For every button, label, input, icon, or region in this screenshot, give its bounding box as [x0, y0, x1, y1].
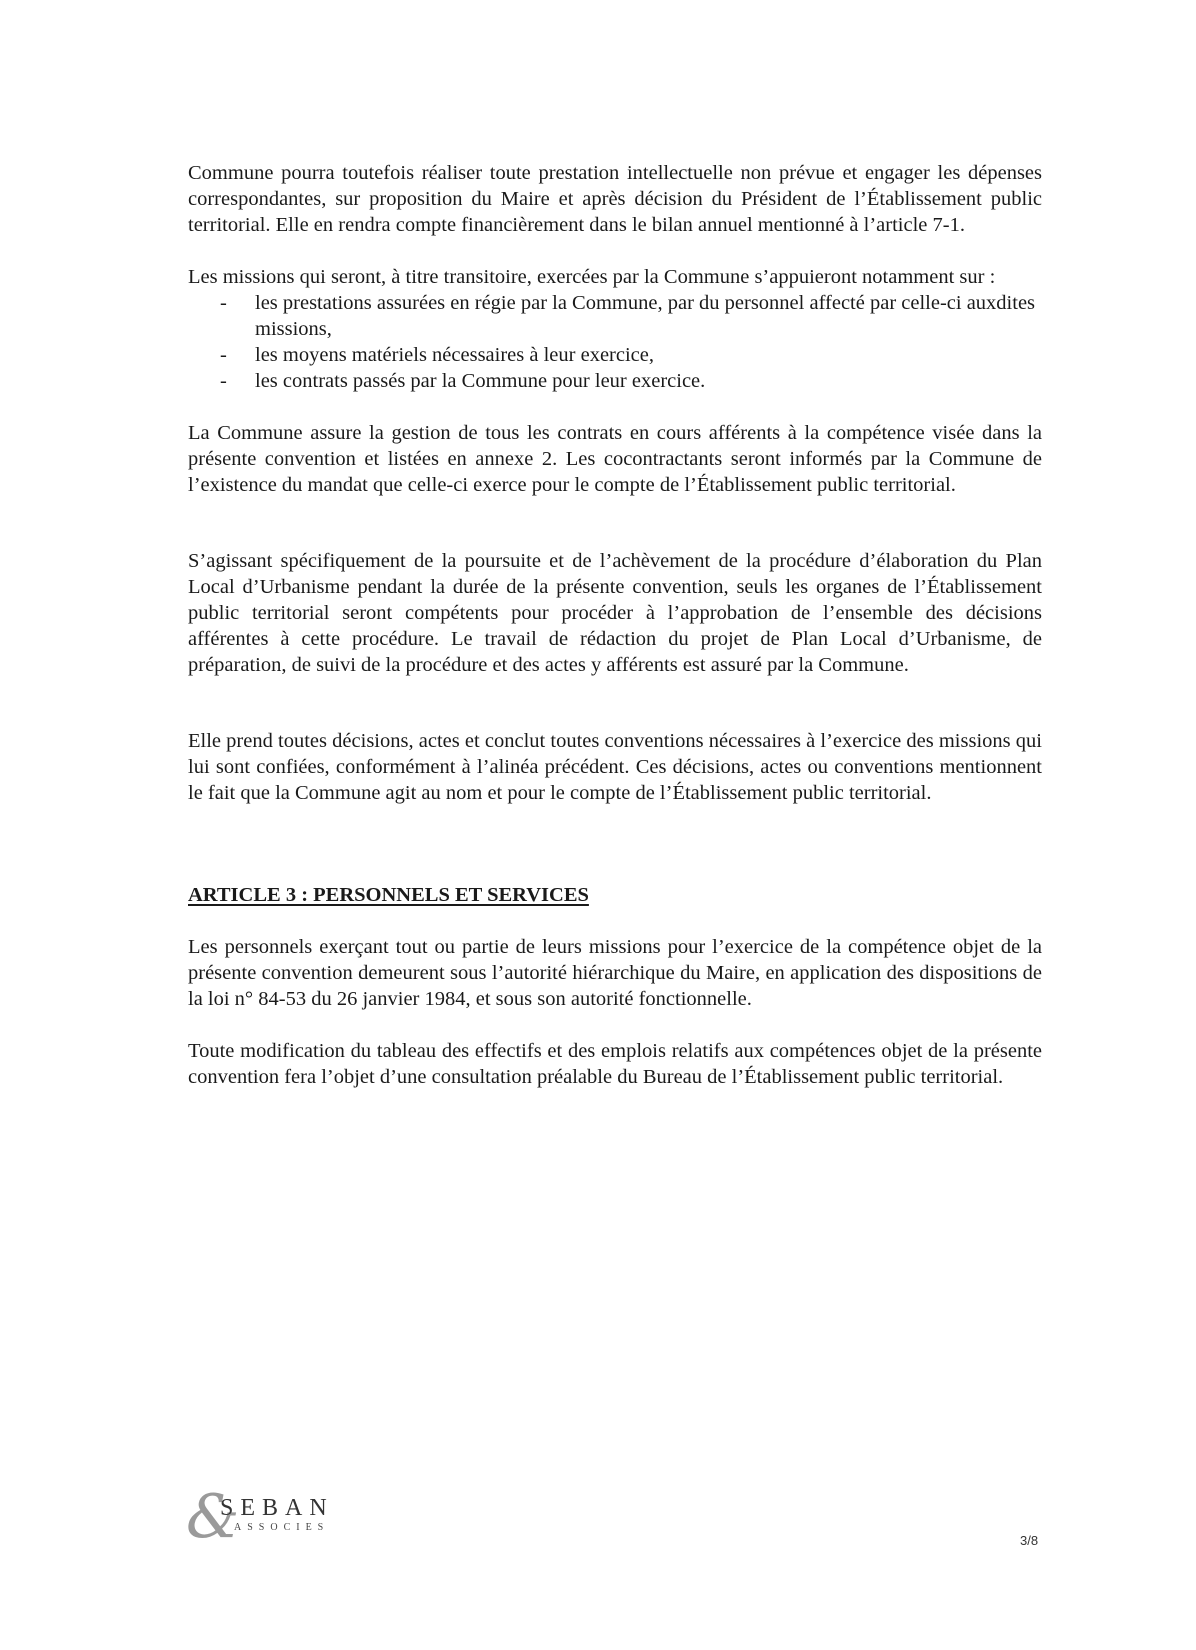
page-number: 3/8 — [1020, 1533, 1039, 1548]
list-item-text: les prestations assurées en régie par la Commune, par du personnel affecté par celle-ci auxdites missions, — [255, 292, 1036, 340]
list-item-text: les contrats passés par la Commune pour leur exercice. — [255, 370, 706, 392]
spacer — [188, 394, 1042, 420]
logo-wordmark: SEBAN — [220, 1495, 334, 1521]
paragraph-plan-local-urbanisme: S’agissant spécifiquement de la poursuite et de l’achèvement de la procédure d’élaboration du Plan Local d’Urbanisme pendant la durée de la présente convention, seuls les organes de l’Établissement public territorial seront compétents pour procéder à l’approbation de l’ensemble des décisions afférentes à cette procédure. Le travail de rédaction du projet de Plan Local d’Urbanisme, de préparation, de suivi de la procédure et des actes y afférents est assuré par la Commune. — [188, 550, 1042, 676]
list-item — [188, 342, 1042, 368]
spacer — [188, 498, 1042, 548]
paragraph-commune-prestation: Commune pourra toutefois réaliser toute prestation intellectuelle non prévue et engager les dépenses correspondantes, sur proposition du Maire et après décision du Président de l’Établissement public territorial. Elle en rendra compte financièrement dans le bilan annuel mentionné à l’article 7-1. — [188, 162, 1042, 236]
article-3-heading: ARTICLE 3 : PERSONNELS ET SERVICES — [188, 884, 589, 906]
missions-list — [188, 290, 1042, 394]
spacer — [188, 806, 1042, 882]
spacer — [188, 238, 1042, 264]
paragraph-personnels: Les personnels exerçant tout ou partie de leurs missions pour l’exercice de la compétence objet de la présente convention demeurent sous l’autorité hiérarchique du Maire, en application des dispositions de la loi n° 84-53 du 26 janvier 1984, et sous son autorité fonctionnelle. — [188, 936, 1042, 1010]
spacer — [188, 908, 1042, 934]
list-dash: - — [220, 370, 227, 392]
logo-ampersand: & — [186, 1482, 240, 1552]
paragraph-gestion-contrats: La Commune assure la gestion de tous les contrats en cours afférents à la compétence visée dans la présente convention et listées en annexe 2. Les cocontractants seront informés par la Commune de l’existence du mandat que celle-ci exerce pour le compte de l’Établissement public territorial. — [188, 422, 1042, 496]
seban-logo — [186, 1482, 366, 1552]
list-item-text: les moyens matériels nécessaires à leur exercice, — [255, 344, 654, 366]
list-item — [188, 290, 1042, 342]
list-dash: - — [220, 344, 227, 366]
paragraph-tableau-effectifs: Toute modification du tableau des effectifs et des emplois relatifs aux compétences objet de la présente convention fera l’objet d’une consultation préalable du Bureau de l’Établissement public territorial. — [188, 1040, 1042, 1088]
list-dash: - — [220, 292, 227, 314]
paragraph-missions-transitoires: Les missions qui seront, à titre transitoire, exercées par la Commune s’appuieront notamment sur : — [188, 266, 996, 288]
logo-subtitle: ASSOCIES — [234, 1522, 330, 1533]
document-body — [188, 160, 1042, 1090]
paragraph-decisions-actes: Elle prend toutes décisions, actes et conclut toutes conventions nécessaires à l’exercice des missions qui lui sont confiées, conformément à l’alinéa précédent. Ces décisions, actes ou conventions mentionnent le fait que la Commune agit au nom et pour le compte de l’Établissement public territorial. — [188, 730, 1042, 804]
spacer — [188, 1012, 1042, 1038]
spacer — [188, 678, 1042, 728]
list-item — [188, 368, 1042, 394]
